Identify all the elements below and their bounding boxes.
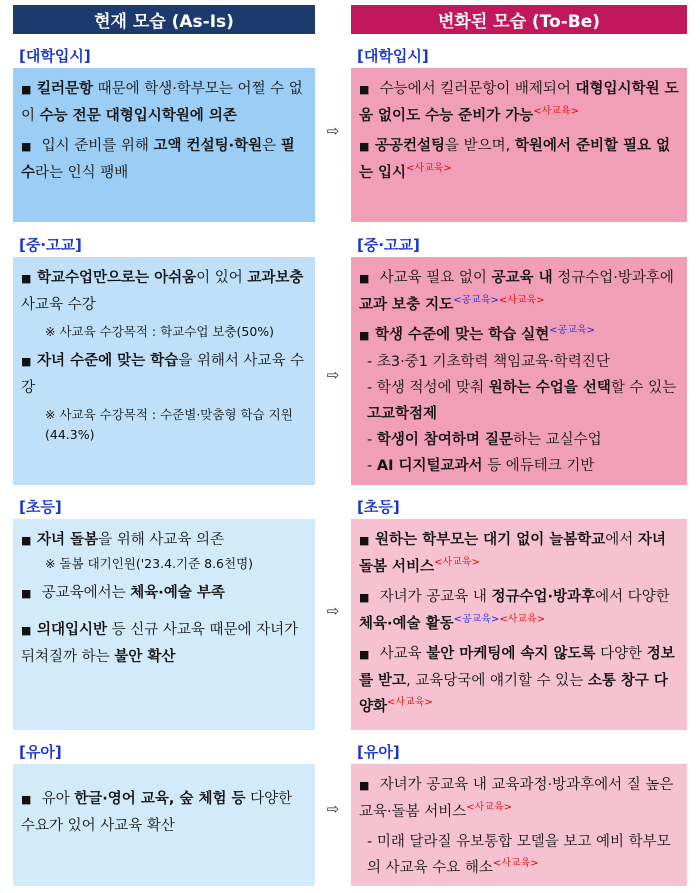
section-label: [대학입시] [351,42,435,68]
asis-kid-section [13,738,315,886]
bullet-item: ■ 자녀 돌봄을 위해 사교육 의존 [21,527,307,554]
tobe-mid-body [351,257,687,485]
public-edu-tag: <공교육> [549,325,596,337]
bullet-icon: ■ [21,355,32,368]
bullet-icon: ■ [359,534,370,547]
section-label: [유아] [351,738,406,764]
section-label: [유아] [13,738,68,764]
bullet-icon: ■ [359,779,370,792]
private-edu-tag: <사교육> [406,163,452,175]
arrow-icon: ⇨ [326,602,340,620]
tobe-kid-body [351,764,687,886]
asis-kid-body [13,764,315,886]
tobe-elem-body [351,519,687,730]
bullet-icon: ■ [21,83,32,96]
bullet-icon: ■ [359,329,370,342]
note: ※ 사교육 수강목적 : 학교수업 보충(50%) [45,324,275,339]
bullet-item: ■ 사교육 불안 마케팅에 속지 않도록 다양한 정보를 받고, 교육당국에 얘기할 수 있는 소통 창구 다양화$^{<사교육>}$ [359,641,679,720]
bullet-item: ■ 의대입시반 등 신규 사교육 때문에 자녀가 뒤쳐질까 하는 불안 확산 [21,617,307,670]
section-label: [대학입시] [13,42,97,68]
sub-item: - 학생 적성에 맞춰 원하는 수업을 선택할 수 있는 고교학점제 [367,380,677,422]
bullet-icon: ■ [359,83,370,96]
bullet-icon: ■ [359,272,370,285]
bullet-icon: ■ [21,793,32,806]
bullet-icon: ■ [359,140,370,153]
private-edu-tag: <사교육> [492,858,539,870]
section-label: [중·고교] [351,231,426,257]
tobe-univ-section [351,42,687,222]
bullet-icon: ■ [21,140,32,153]
asis-mid-body [13,257,315,485]
bullet-item: ■ 원하는 학부모는 대기 없이 늘봄학교에서 자녀 돌봄 서비스$^{<사교육>}$ [359,527,679,580]
bullet-item: ■ 수능에서 킬러문항이 배제되어 대형입시학원 도움 없이도 수능 준비가 가능$^{<사교육>}$ [359,76,679,129]
tobe-mid-section [351,231,687,485]
sub-item: - 미래 달라질 유보통합 모델을 보고 예비 학부모의 사교육 수요 해소$^{<사교육>}$ [367,834,671,876]
private-edu-tag: <사교육> [498,295,545,307]
arrow-icon: ⇨ [326,366,340,384]
to-be-header: 변화된 모습 (To-Be) [351,5,687,34]
note: ※ 돌봄 대기인원('23.4.기준 8.6천명) [45,556,254,571]
bullet-item: ■ 자녀 수준에 맞는 학습을 위해서 사교육 수강 [21,348,307,401]
bullet-item: ■ 사교육 필요 없이 공교육 내 정규수업·방과후에 교과 보충 지도$^{<공교육><사교육>}$ [359,265,679,318]
bullet-icon: ■ [21,272,32,285]
bullet-icon: ■ [359,648,370,661]
asis-univ-section [13,42,315,222]
section-label: [초등] [13,493,68,519]
bullet-icon: ■ [21,624,32,637]
bullet-item: ■ 학교수업만으로는 아쉬움이 있어 교과보충 사교육 수강 [21,265,307,318]
tobe-univ-body [351,68,687,222]
asis-univ-body [13,68,315,222]
sub-item: - 학생이 참여하며 질문하는 교실수업 [367,432,602,448]
arrow-icon: ⇨ [326,122,340,140]
sub-item: - AI 디지털교과서 등 에듀테크 기반 [367,458,595,474]
bullet-item: ■ 유아 한글·영어 교육, 숲 체험 등 다양한 수요가 있어 사교육 확산 [21,786,307,839]
asis-elem-section [13,493,315,730]
bullet-item: ■ 입시 준비를 위해 고액 컨설팅·학원은 필수라는 인식 팽배 [21,133,307,186]
private-edu-tag: <사교육> [499,614,546,626]
bullet-item: ■ 킬러문항 때문에 학생·학부모는 어쩔 수 없이 수능 전문 대형입시학원에 의존 [21,76,307,129]
bullet-item: ■ 자녀가 공교육 내 정규수업·방과후에서 다양한 체육·예술 활동$^{<공교육><사교육>}$ [359,584,679,637]
public-edu-tag: <공교육> [453,295,499,307]
bullet-icon: ■ [21,534,32,547]
tobe-kid-section [351,738,687,886]
private-edu-tag: <사교육> [466,802,513,814]
note: ※ 사교육 수강목적 : 수준별·맞춤형 학습 지원(44.3%) [45,407,293,442]
as-is-header: 현재 모습 (As-Is) [13,5,315,34]
private-edu-tag: <사교육> [434,557,480,569]
bullet-item: ■ 공교육에서는 체육·예술 부족 [21,580,307,607]
section-label: [중·고교] [13,231,88,257]
sub-item: - 초3·중1 기초학력 책임교육·학력진단 [367,354,610,370]
public-edu-tag: <공교육> [453,614,500,626]
section-label: [초등] [351,493,406,519]
bullet-item: ■ 학생 수준에 맞는 학습 실현$^{<공교육>}$ [359,322,679,349]
asis-elem-body [13,519,315,730]
asis-mid-section [13,231,315,485]
private-edu-tag: <사교육> [387,697,433,709]
bullet-item: ■ 공공컨설팅을 받으며, 학원에서 준비할 필요 없는 입시$^{<사교육>}$ [359,133,679,186]
bullet-icon: ■ [359,591,370,604]
bullet-item: ■ 자녀가 공교육 내 교육과정·방과후에서 질 높은 교육·돌봄 서비스$^{<사교육>}$ [359,772,679,825]
bullet-icon: ■ [21,587,32,600]
arrow-icon: ⇨ [326,800,340,818]
private-edu-tag: <사교육> [533,106,580,118]
tobe-elem-section [351,493,687,730]
